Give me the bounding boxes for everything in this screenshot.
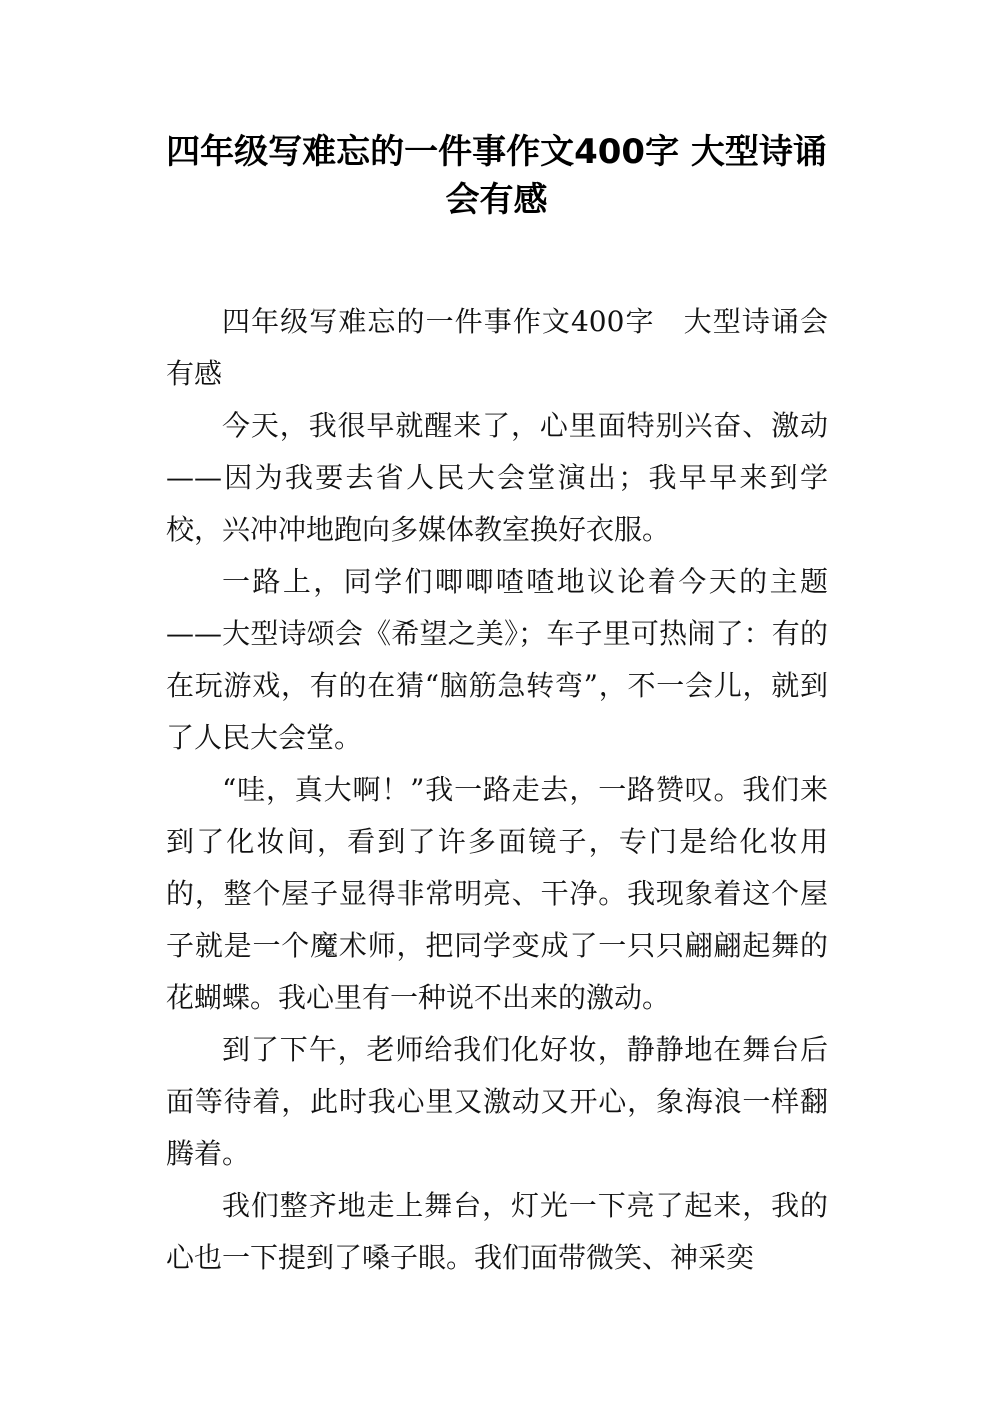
paragraph: 四年级写难忘的一件事作文400字 大型诗诵会有感 xyxy=(166,305,828,390)
paragraph: “哇，真大啊！”我一路走去，一路赞叹。我们来到了化妆间，看到了许多面镜子，专门是给化妆用的，整个屋子显得非常明亮、干净。我现象着这个屋子就是一个魔术师，把同学变成了一只只翩翩起舞的花蝴蝶。我心里有一种说不出来的激动。 xyxy=(166,773,828,1014)
paragraph: 我们整齐地走上舞台，灯光一下亮了起来，我的心也一下提到了嗓子眼。我们面带微笑、神采奕 xyxy=(166,1189,828,1274)
paragraph: 到了下午，老师给我们化好妆，静静地在舞台后面等待着，此时我心里又激动又开心，象海浪一样翻腾着。 xyxy=(166,1033,828,1170)
document-title: 四年级写难忘的一件事作文400字 大型诗诵会有感 xyxy=(166,132,827,220)
paragraph: 一路上，同学们唧唧喳喳地议论着今天的主题——大型诗颂会《希望之美》；车子里可热闹了：有的在玩游戏，有的在猜“脑筋急转弯”，不一会儿，就到了人民大会堂。 xyxy=(166,565,828,754)
paragraph: 今天，我很早就醒来了，心里面特别兴奋、激动——因为我要去省人民大会堂演出；我早早来到学校，兴冲冲地跑向多媒体教室换好衣服。 xyxy=(166,409,828,546)
document-body xyxy=(166,296,828,1284)
